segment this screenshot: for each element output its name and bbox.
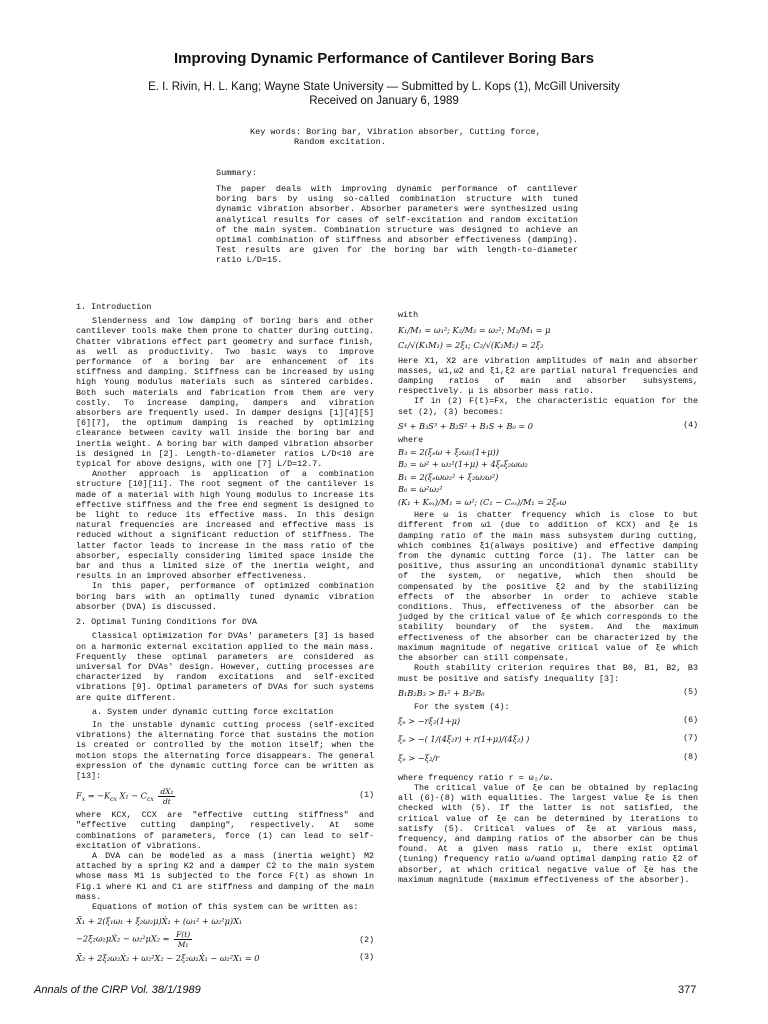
received-date: Received on January 6, 1989 [309,95,459,107]
journal-footer: Annals of the CIRP Vol. 38/1/1989 [34,984,201,996]
subsection-heading: a. System under dynamic cutting force excitation [92,706,334,717]
equation-number: (5) [683,687,698,697]
paragraph: If in (2) F(t)=Fx, the characteristic equation for the set (2), (3) becomes: [398,396,698,417]
with-label: with [398,310,419,320]
paragraph: In this paper, performance of optimized combination boring bars with an optimally tuned dynamic vibration absorber (DVA) is discussed. [76,581,374,612]
equation-1: $F_x = -K_{cx}$ $X_1 - C_{cx}$ $\frac{\text{dX₁}}{dt}$ (1) [76,787,374,807]
paragraph: where frequency ratio r = ω₂/ω. [398,772,554,783]
definitions-2: C₁/√(K₁M₁) = 2ξ₁; C₂/√(K₂M₂) = 2ξ₂ [398,340,544,351]
paragraph: where KCX, CCX are "effective cutting stiffness" and "effective cutting damping", respectively. At some combinations of parameters, force (1) can lead to self-excitation of vibrations. [76,810,374,851]
paragraph: For the system (4): [414,701,510,712]
paragraph: Slenderness and low damping of boring bars and other cantilever tools make them prone to chatter during cutting. Chatter vibrations effect part geometry and surface finish, as well as productivity. Two basic ways to improve performance of a boring bar are enhancement of its stiffness and damping. Stiffness can be increased by using high Young modulus materials such as sintered carbides. Both such materials and fabrication from them are very costly. To increase damping, dampers and vibration absorbers are frequently used. In damper designs [1][4][5][6][7], the optimum damping is reached by optimizing clearance between cavity wall inside the boring bar and inertia weight. A boring bar with damped vibration absorber is designed in [2]. Length-to-diameter ratios L/D<10 are typical for above designs, with one [7] L/D=12.7. [76,316,374,470]
left-column [76,297,374,968]
equation-number: (3) [359,953,374,963]
paragraph: Routh stability criterion requires that B0, B1, B2, B3 must be positive and satisfy inequality [3]: [398,663,698,684]
definitions-1: K₁/M₁ = ω₁²; K₂/M₂ = ω₂²; M₂/M₁ = μ [398,325,551,336]
page-number: 377 [678,984,697,996]
equation-3: Ẍ₂ + 2ξ₂ω₂Ẋ₂ + ω₂²X₂ − 2ξ₂ω₂Ẋ₁ − ω₂²X₁ = 0 (3) [76,953,374,964]
summary-heading: Summary: [216,168,257,178]
equation-number: (2) [359,936,374,946]
paragraph: Here ω is chatter frequency which is close to but different from ω1 (due to addition of KCX) and ξe is damping ratio of the main mass subsystem during cutting, which combines ξ1(always positive) and effective damping from the dynamic cutting force (1). The latter can be positive, thus assuring an unconditional dynamic stability of the system, or negative, which then should be compensated by the positive ξ2 and by the stabilizing effects of the absorber in order to achieve stable conditions. Thus, effectiveness of the absorber can be judged by the critical value of ξe which corresponds to the stability boundary of the system. And the maximum effectiveness of the absorber can be characterized by the maximum magnitude of negative critical value of ξe which the absorber can still compensate. [398,510,698,664]
keywords-line-2: Random excitation. [294,137,386,147]
keywords [250,127,580,147]
summary-text: The paper deals with improving dynamic performance of cantilever boring bars by using so-called combination structure with tuned dynamic vibration absorber. Absorber parameters were synthesized using analytical results for cases of self-excitation and random excitation of the main system. Combination structure was designed to achieve an optimal combination of stiffness and absorber effectiveness (damping). Test results are given for the boring bar with length-to-diameter ratio L/D=15. [216,184,578,266]
coef-definitions: (K₁ + Kₑₓ)/M₁ = ω²; (C₁ − Cₑₓ)/M₁ = 2ξₑω [398,497,567,508]
section-heading-introduction: 1. Introduction [76,302,152,312]
coef-b1: B₁ = 2(ξₑωω₂² + ξ₂ω₂ω²) [398,471,499,482]
equation-4: S⁴ + B₃S³ + B₂S² + B₁S + B₀ = 0 (4) [398,420,698,431]
paragraph: Another approach is application of a combination structure [10][11]. The root segment of the cantilever is made of a material with high Young modulus to increase its effective stiffness and the free end segment is designed to be light to reduce its effective mass. In this design natural frequencies are increased and effective mass is reduced without a significant reduction of stiffness. The latter factor leads to increase in the mass ratio of the absorber, especially considering limited space inside the bar and thus a limited size of the inertia weight, and results in an improved absorber effectiveness. [76,469,374,582]
coef-b0: B₀ = ω²ω₂² [398,483,443,494]
keywords-line-1: Key words: Boring bar, Vibration absorber, Cutting force, [250,127,541,137]
paragraph: In the unstable dynamic cutting process (self-excited vibrations) the alternating force that sustains the motion is created or controlled by the motion itself; when the motion stops the alternating force disappears. The general expression of the dynamic cutting force can be written as [13]: [76,719,374,781]
section-heading-tuning: 2. Optimal Tuning Conditions for DVA [76,617,257,628]
equation-6: ξₑ > −rξ₂(1+μ) (6) [398,716,698,727]
equation-5: B₁B₂B₃ > B₁² + B₃²B₀ (5) [398,687,698,698]
paragraph: Here X1, X2 are vibration amplitudes of main and absorber masses, ω1,ω2 and ξ1,ξ2 are partial natural frequencies and damping ratios of main and absorber subsystems, respectively. μ is absorber mass ratio. [398,355,698,397]
coef-b3: B₃ = 2(ξₑω + ξ₂ω₂(1+μ)) [398,447,499,458]
equation-number: (1) [359,791,374,801]
right-column [398,310,698,885]
paper-title: Improving Dynamic Performance of Cantilever Boring Bars [173,50,595,67]
author-block [0,80,768,108]
equation-number: (4) [683,420,698,430]
equation-number: (7) [683,734,698,744]
coef-b2: B₂ = ω² + ω₂²(1+μ) + 4ξₑξ₂ωω₂ [398,459,528,470]
equation-8: ξₑ > −ξ₂/r (8) [398,752,698,763]
paragraph: A DVA can be modeled as a mass (inertia weight) M2 attached by a spring K2 and a damper C2 to the main system whose mass M1 is subjected to the force F(t) as shown in Fig.1 where K1 and C1 are stiffness and damping of the main mass. [76,850,374,902]
authors-line: E. I. Rivin, H. L. Kang; Wayne State University — Submitted by L. Kops (1), McGill University [148,81,620,93]
equation-7: ξₑ > −( 1/(4ξ₂r) + r(1+μ)/(4ξ₂) ) (7) [398,734,698,745]
equation-number: (6) [683,716,698,726]
paragraph: The critical value of ξe can be obtained by replacing all (6)-(8) with equalities. The largest value ξe is then checked with (5). If the latter is not satisfied, the critical value of ξe can be determined by iterations to satisfy (5). Critical values of ξe at various mass, frequency, and damping ratios of the absorber can be thus found. At a given mass ratio μ, there exist optimal (tuning) frequency ratio ω/ωand optimal damping ratio ξ2 of absorber, at which critical negative value of ξe has the maximum magnitude (maximum effectiveness of the absorber). [398,782,698,885]
paragraph: Classical optimization for DVAs' parameters [3] is based on a harmonic external excitation applied to the main mass. Frequently these optimal parameters are considered as universal for DVAs' design. However, cutting processes are characterized by random excitations and self-excited vibrations [9]. Optimal parameters of DVAs for such systems are quite different. [76,631,374,703]
where-label: where [398,435,424,446]
equation-number: (8) [683,752,698,762]
paragraph: Equations of motion of this system can be written as: [92,901,359,912]
equation-2: Ẍ₁ + 2(ξ₁ω₁ + ξ₂ω₂μ)Ẋ₁ + (ω₁² + ω₂²μ)X₁ −2ξ₂ω₂μẊ₂ − ω₂²μX₂ = $\frac{F(t)}{\text{M₁}}$ (2) [76,916,374,950]
